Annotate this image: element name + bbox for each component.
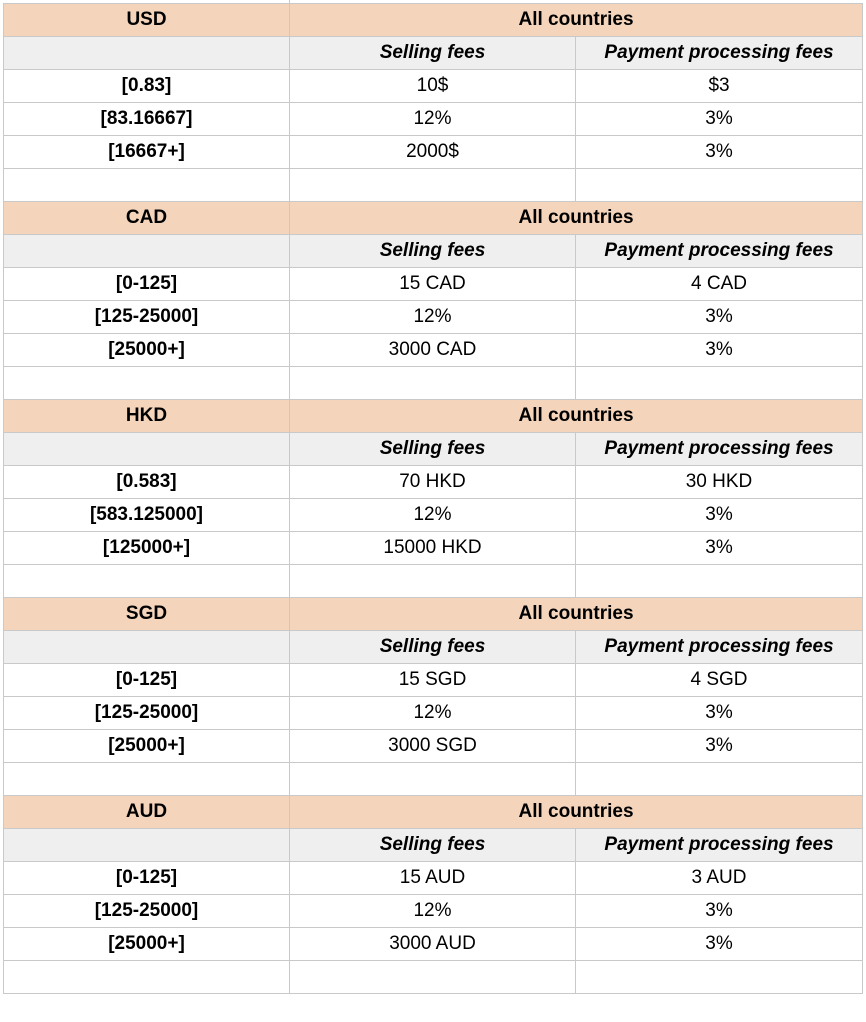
empty-cell[interactable] bbox=[576, 169, 863, 202]
empty-cell[interactable] bbox=[4, 961, 290, 994]
tier-range-cell[interactable]: [25000+] bbox=[4, 730, 290, 763]
table-row bbox=[4, 334, 863, 367]
region-label[interactable]: All countries bbox=[290, 598, 863, 631]
payment-fee-cell[interactable]: 3% bbox=[576, 928, 863, 961]
table-row bbox=[4, 301, 863, 334]
empty-header-cell[interactable] bbox=[4, 37, 290, 70]
table-row bbox=[4, 103, 863, 136]
selling-fees-header[interactable]: Selling fees bbox=[290, 631, 576, 664]
selling-fee-cell[interactable]: 12% bbox=[290, 895, 576, 928]
table-row bbox=[4, 532, 863, 565]
empty-header-cell[interactable] bbox=[4, 235, 290, 268]
blank-row bbox=[4, 763, 863, 796]
payment-fee-cell[interactable]: 3% bbox=[576, 697, 863, 730]
currency-header-row bbox=[4, 202, 863, 235]
payment-fee-cell[interactable]: 3% bbox=[576, 301, 863, 334]
currency-label[interactable]: SGD bbox=[4, 598, 290, 631]
payment-fee-cell[interactable]: 3% bbox=[576, 895, 863, 928]
selling-fee-cell[interactable]: 15000 HKD bbox=[290, 532, 576, 565]
currency-label[interactable]: CAD bbox=[4, 202, 290, 235]
empty-cell[interactable] bbox=[576, 565, 863, 598]
selling-fee-cell[interactable]: 3000 CAD bbox=[290, 334, 576, 367]
selling-fee-cell[interactable]: 3000 AUD bbox=[290, 928, 576, 961]
column-header-row bbox=[4, 829, 863, 862]
payment-fee-cell[interactable]: 3% bbox=[576, 334, 863, 367]
payment-fee-cell[interactable]: 4 CAD bbox=[576, 268, 863, 301]
empty-cell[interactable] bbox=[576, 763, 863, 796]
empty-header-cell[interactable] bbox=[4, 631, 290, 664]
selling-fees-header[interactable]: Selling fees bbox=[290, 37, 576, 70]
table-row bbox=[4, 466, 863, 499]
payment-fee-cell[interactable]: 3 AUD bbox=[576, 862, 863, 895]
payment-processing-fees-header[interactable]: Payment processing fees bbox=[576, 829, 863, 862]
tier-range-cell[interactable]: [25000+] bbox=[4, 334, 290, 367]
table-row bbox=[4, 928, 863, 961]
payment-fee-cell[interactable]: 3% bbox=[576, 532, 863, 565]
empty-cell[interactable] bbox=[290, 763, 576, 796]
payment-processing-fees-header[interactable]: Payment processing fees bbox=[576, 631, 863, 664]
currency-header-row bbox=[4, 796, 863, 829]
blank-row bbox=[4, 565, 863, 598]
empty-cell[interactable] bbox=[290, 367, 576, 400]
selling-fee-cell[interactable]: 15 SGD bbox=[290, 664, 576, 697]
tier-range-cell[interactable]: [16667+] bbox=[4, 136, 290, 169]
column-header-row bbox=[4, 37, 863, 70]
tier-range-cell[interactable]: [125-25000] bbox=[4, 895, 290, 928]
tier-range-cell[interactable]: [583.125000] bbox=[4, 499, 290, 532]
table-row bbox=[4, 268, 863, 301]
blank-row bbox=[4, 367, 863, 400]
selling-fees-header[interactable]: Selling fees bbox=[290, 235, 576, 268]
selling-fees-header[interactable]: Selling fees bbox=[290, 433, 576, 466]
selling-fees-header[interactable]: Selling fees bbox=[290, 829, 576, 862]
empty-cell[interactable] bbox=[4, 169, 290, 202]
empty-cell[interactable] bbox=[290, 961, 576, 994]
table-row bbox=[4, 136, 863, 169]
selling-fee-cell[interactable]: 15 CAD bbox=[290, 268, 576, 301]
tier-range-cell[interactable]: [125000+] bbox=[4, 532, 290, 565]
tier-range-cell[interactable]: [0.583] bbox=[4, 466, 290, 499]
tier-range-cell[interactable]: [0-125] bbox=[4, 664, 290, 697]
region-label[interactable]: All countries bbox=[290, 202, 863, 235]
table-row bbox=[4, 730, 863, 763]
payment-fee-cell[interactable]: 3% bbox=[576, 499, 863, 532]
payment-fee-cell[interactable]: 3% bbox=[576, 730, 863, 763]
table-row bbox=[4, 895, 863, 928]
currency-header-row bbox=[4, 400, 863, 433]
payment-fee-cell[interactable]: 4 SGD bbox=[576, 664, 863, 697]
table-row bbox=[4, 70, 863, 103]
empty-header-cell[interactable] bbox=[4, 433, 290, 466]
empty-header-cell[interactable] bbox=[4, 829, 290, 862]
selling-fee-cell[interactable]: 12% bbox=[290, 499, 576, 532]
payment-fee-cell[interactable]: 30 HKD bbox=[576, 466, 863, 499]
region-label[interactable]: All countries bbox=[290, 4, 863, 37]
tier-range-cell[interactable]: [125-25000] bbox=[4, 301, 290, 334]
table-row bbox=[4, 862, 863, 895]
column-header-row bbox=[4, 433, 863, 466]
selling-fee-cell[interactable]: 15 AUD bbox=[290, 862, 576, 895]
table-row bbox=[4, 664, 863, 697]
selling-fee-cell[interactable]: 3000 SGD bbox=[290, 730, 576, 763]
table-row bbox=[4, 499, 863, 532]
empty-cell[interactable] bbox=[576, 367, 863, 400]
selling-fee-cell[interactable]: 70 HKD bbox=[290, 466, 576, 499]
empty-cell[interactable] bbox=[4, 565, 290, 598]
selling-fee-cell[interactable]: 12% bbox=[290, 697, 576, 730]
table-row bbox=[4, 697, 863, 730]
empty-cell[interactable] bbox=[290, 565, 576, 598]
empty-cell[interactable] bbox=[290, 169, 576, 202]
blank-row bbox=[4, 169, 863, 202]
region-label[interactable]: All countries bbox=[290, 796, 863, 829]
tier-range-cell[interactable]: [0-125] bbox=[4, 268, 290, 301]
tier-range-cell[interactable]: [0-125] bbox=[4, 862, 290, 895]
payment-processing-fees-header[interactable]: Payment processing fees bbox=[576, 235, 863, 268]
sheet-body bbox=[4, 4, 863, 994]
payment-fee-cell[interactable]: $3 bbox=[576, 70, 863, 103]
tier-range-cell[interactable]: [25000+] bbox=[4, 928, 290, 961]
tier-range-cell[interactable]: [83.16667] bbox=[4, 103, 290, 136]
payment-processing-fees-header[interactable]: Payment processing fees bbox=[576, 37, 863, 70]
column-header-row bbox=[4, 631, 863, 664]
tier-range-cell[interactable]: [0.83] bbox=[4, 70, 290, 103]
selling-fee-cell[interactable]: 12% bbox=[290, 301, 576, 334]
empty-cell[interactable] bbox=[4, 367, 290, 400]
region-label[interactable]: All countries bbox=[290, 400, 863, 433]
blank-row bbox=[4, 961, 863, 994]
payment-processing-fees-header[interactable]: Payment processing fees bbox=[576, 433, 863, 466]
currency-header-row bbox=[4, 598, 863, 631]
tier-range-cell[interactable]: [125-25000] bbox=[4, 697, 290, 730]
selling-fee-cell[interactable]: 10$ bbox=[290, 70, 576, 103]
payment-fee-cell[interactable]: 3% bbox=[576, 136, 863, 169]
payment-fee-cell[interactable]: 3% bbox=[576, 103, 863, 136]
currency-label[interactable]: USD bbox=[4, 4, 290, 37]
currency-label[interactable]: AUD bbox=[4, 796, 290, 829]
selling-fee-cell[interactable]: 12% bbox=[290, 103, 576, 136]
column-header-row bbox=[4, 235, 863, 268]
currency-label[interactable]: HKD bbox=[4, 400, 290, 433]
empty-cell[interactable] bbox=[4, 763, 290, 796]
selling-fee-cell[interactable]: 2000$ bbox=[290, 136, 576, 169]
currency-header-row bbox=[4, 4, 863, 37]
empty-cell[interactable] bbox=[576, 961, 863, 994]
fees-spreadsheet bbox=[3, 3, 863, 994]
